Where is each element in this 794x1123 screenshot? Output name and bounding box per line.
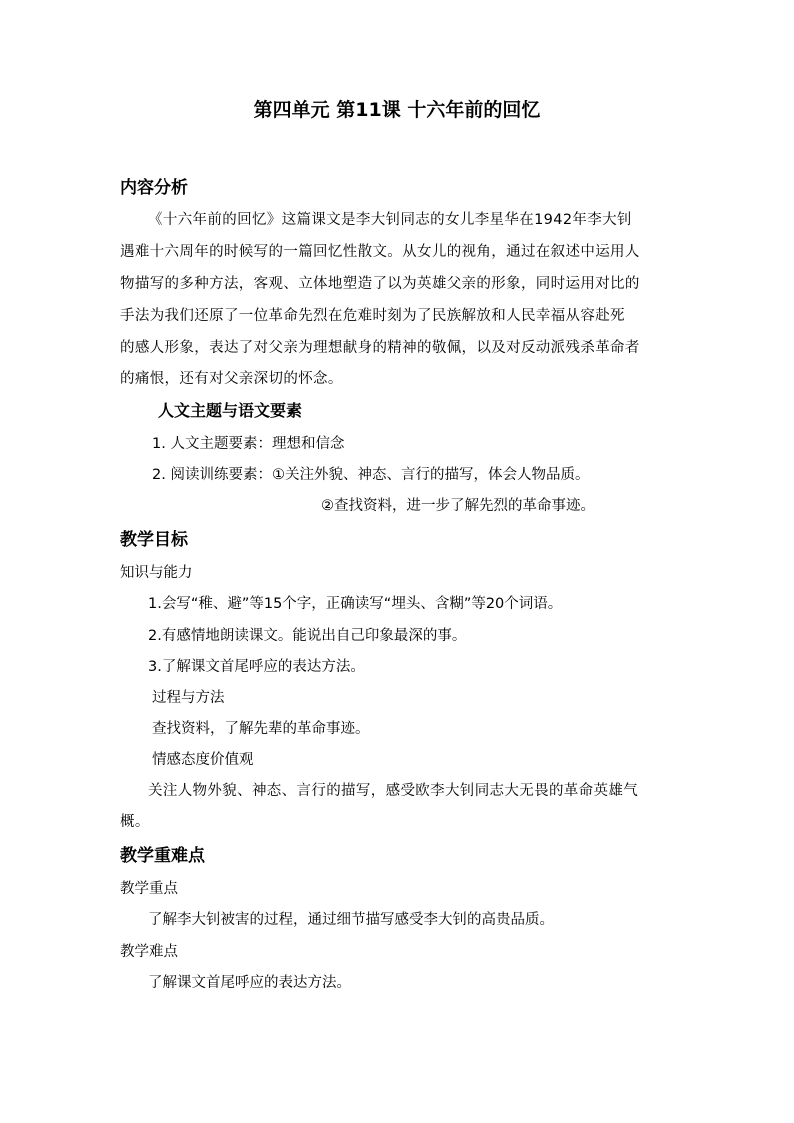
heading-key-points: 教学重难点 bbox=[120, 846, 205, 866]
paragraph-line: 关注人物外貌、神态、言行的描写，感受欧李大钊同志大无畏的革命英雄气 bbox=[148, 783, 639, 799]
paragraph-line: 概。 bbox=[120, 814, 150, 830]
heading-theme: 人文主题与语文要素 bbox=[158, 401, 303, 420]
paragraph-line: 的感人形象，表达了对父亲为理想献身的精神的敬佩，以及对反动派残杀革命者 bbox=[120, 340, 640, 356]
list-item: 1.会写“稚、避”等15个字，正确读写“埋头、含糊”等20个词语。 bbox=[148, 596, 563, 612]
heading-goals: 教学目标 bbox=[120, 530, 188, 550]
paragraph-line: 手法为我们还原了一位革命先烈在危难时刻为了民族解放和人民幸福从容赴死 bbox=[120, 308, 625, 324]
list-item: 2.有感情地朗读课文。能说出自己印象最深的事。 bbox=[148, 628, 467, 644]
paragraph-line: 《十六年前的回忆》这篇课文是李大钊同志的女儿李星华在1942年李大钊 bbox=[148, 212, 632, 228]
list-item: ②查找资料，进一步了解先烈的革命事迹。 bbox=[321, 498, 595, 514]
paragraph-line: 物描写的多种方法，客观、立体地塑造了以为英雄父亲的形象，同时运用对比的 bbox=[120, 276, 640, 292]
subheading-difficulty: 教学难点 bbox=[120, 944, 178, 960]
paragraph-line: 了解李大钊被害的过程，通过细节描写感受李大钊的高贵品质。 bbox=[148, 912, 554, 928]
list-item: 2. 阅读训练要素：①关注外貌、神态、言行的描写，体会人物品质。 bbox=[152, 467, 590, 483]
page-title: 第四单元 第11课 十六年前的回忆 bbox=[253, 99, 541, 121]
heading-content-analysis: 内容分析 bbox=[120, 178, 188, 198]
list-item: 1. 人文主题要素：理想和信念 bbox=[152, 436, 345, 452]
paragraph-line: 了解课文首尾呼应的表达方法。 bbox=[148, 975, 351, 991]
paragraph-line: 遇难十六周年的时候写的一篇回忆性散文。从女儿的视角，通过在叙述中运用人 bbox=[120, 244, 640, 260]
subheading-emotion: 情感态度价值观 bbox=[152, 752, 254, 768]
paragraph-line: 查找资料，了解先辈的革命事迹。 bbox=[152, 721, 370, 737]
subheading-focus: 教学重点 bbox=[120, 881, 178, 897]
subheading-process: 过程与方法 bbox=[152, 690, 225, 706]
subheading-knowledge: 知识与能力 bbox=[120, 565, 193, 581]
paragraph-line: 的痛恨，还有对父亲深切的怀念。 bbox=[120, 371, 343, 387]
list-item: 3.了解课文首尾呼应的表达方法。 bbox=[148, 659, 365, 675]
